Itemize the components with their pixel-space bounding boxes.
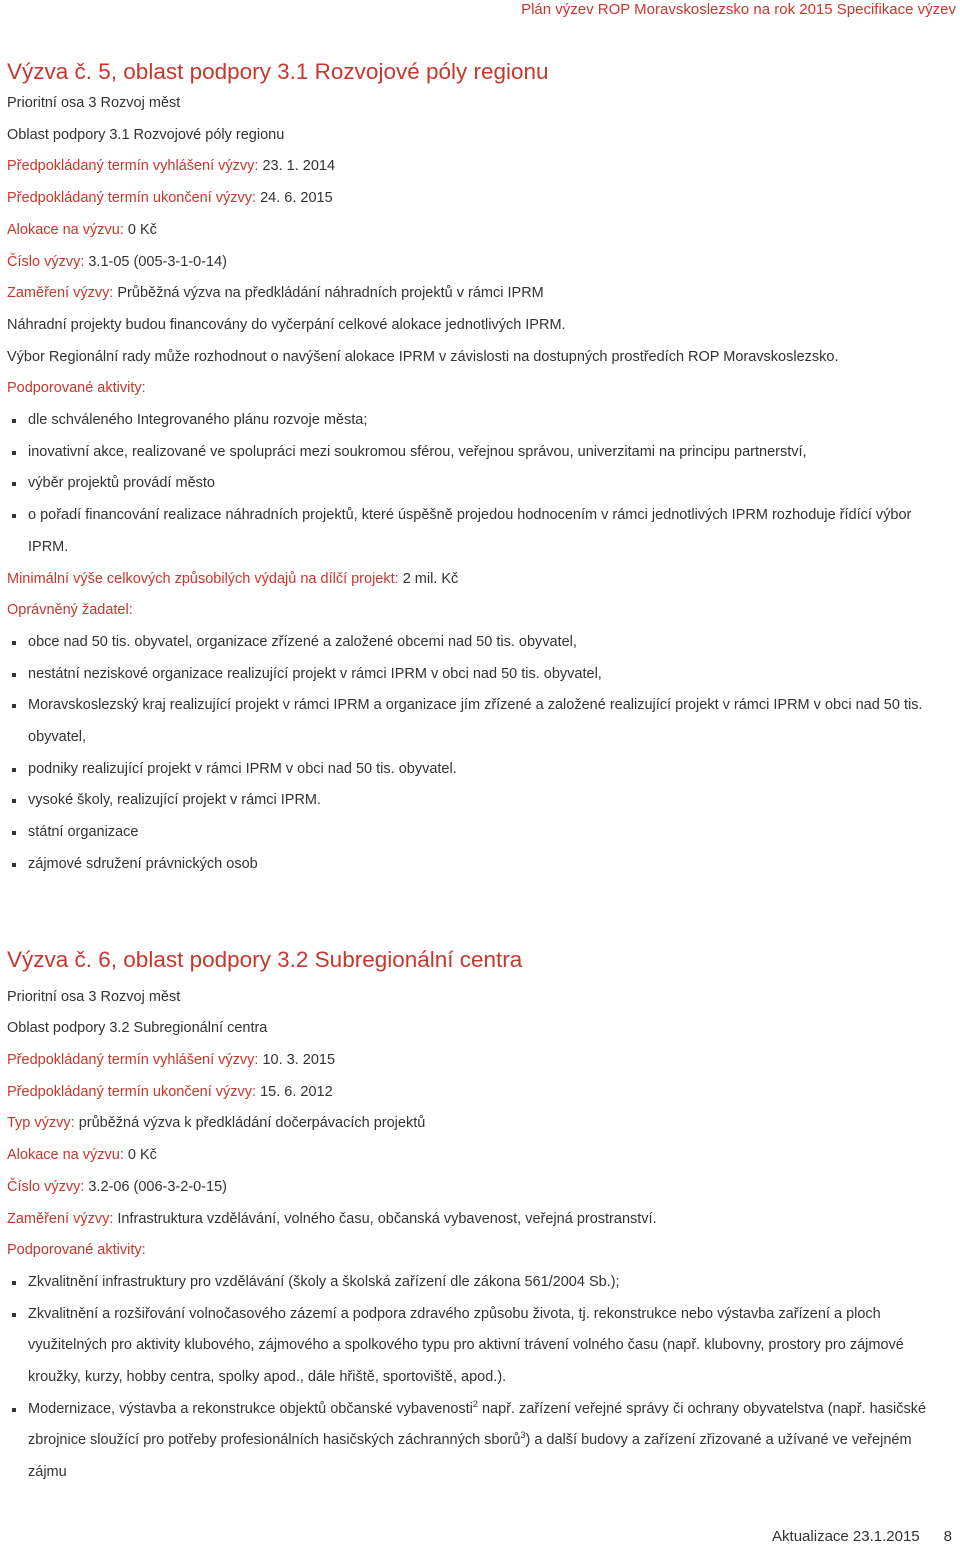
s1-allocation-value: 0 Kč <box>123 221 157 238</box>
list-item <box>7 627 952 659</box>
s1-announce-date <box>7 151 952 183</box>
s1-applicant-label: Oprávněný žadatel: <box>7 602 133 619</box>
list-item <box>7 1267 952 1299</box>
document-body <box>7 56 952 1489</box>
list-item <box>7 785 952 817</box>
bullet-icon <box>12 419 16 423</box>
s1-activities-label: Podporované aktivity: <box>7 380 146 397</box>
s2-call-type <box>7 1108 952 1140</box>
s2-support-area: Oblast podpory 3.2 Subregionální centra <box>7 1020 268 1037</box>
list-item-text: o pořadí financování realizace náhradních projektů, které úspěšně projedou hodnocením v rámci jednotlivých IPRM rozhoduje řídící výbor IPRM. <box>28 507 912 555</box>
s1-note-2: Výbor Regionální rady může rozhodnout o navýšení alokace IPRM v závislosti na dostupných prostředích ROP Moravskoslezsko. <box>7 348 839 365</box>
s1-min-expense <box>7 564 952 596</box>
section-divider <box>7 881 952 944</box>
list-item <box>7 849 952 881</box>
list-item <box>7 437 952 469</box>
s2-end-value: 15. 6. 2012 <box>256 1083 333 1100</box>
s2-activities-label: Podporované aktivity: <box>7 1242 146 1259</box>
s1-note-1: Náhradní projekty budou financovány do vyčerpání celkové alokace jednotlivých IPRM. <box>7 316 566 333</box>
s2-end-label: Předpokládaný termín ukončení výzvy: <box>7 1083 257 1100</box>
s1-allocation-label: Alokace na výzvu: <box>7 221 124 238</box>
s2-allocation <box>7 1140 952 1172</box>
footnote-ref: 3 <box>520 1430 526 1441</box>
s1-min-label: Minimální výše celkových způsobilých výdajů na dílčí projekt: <box>7 570 399 587</box>
s2-activities-list <box>7 1267 952 1489</box>
page-header: Plán výzev ROP Moravskoslezsko na rok 2015 Specifikace výzev <box>521 1 956 18</box>
s2-allocation-value: 0 Kč <box>123 1147 157 1164</box>
bullet-icon <box>12 1313 16 1317</box>
footnote-ref: 2 <box>472 1398 478 1409</box>
list-item-text: např. zařízení veřejné správy či ochrany obyvatelstva (např. hasičské zbrojnice sloužící pro potřeby profesionálních hasičských záchranných sborů <box>28 1400 927 1449</box>
s1-end-date <box>7 183 952 215</box>
s1-allocation <box>7 215 952 247</box>
list-item <box>7 659 952 691</box>
s2-announce-label: Předpokládaný termín vyhlášení výzvy: <box>7 1051 259 1068</box>
update-date: Aktualizace 23.1.2015 <box>772 1528 920 1545</box>
list-item <box>7 754 952 786</box>
list-item-text: nestátní neziskové organizace realizující projekt v rámci IPRM v obci nad 50 tis. obyvatel, <box>28 665 602 682</box>
list-item-text: státní organizace <box>28 824 139 841</box>
list-item <box>7 468 952 500</box>
list-item <box>7 690 952 753</box>
section2-heading: Výzva č. 6, oblast podpory 3.2 Subregionální centra <box>7 946 523 972</box>
bullet-icon <box>12 704 16 708</box>
s2-type-label: Typ výzvy: <box>7 1115 75 1132</box>
s1-number-value: 3.1-05 (005-3-1-0-14) <box>84 253 228 270</box>
list-item-text: Zkvalitnění infrastruktury pro vzdělávání (školy a školská zařízení dle zákona 561/2004 Sb.); <box>28 1273 620 1290</box>
bullet-icon <box>12 482 16 486</box>
s1-activities-list <box>7 405 952 564</box>
bullet-icon <box>12 673 16 677</box>
s2-focus-value: Infrastruktura vzdělávání, volného času, občanská vybavenost, veřejná prostranství. <box>113 1210 657 1227</box>
s1-min-value: 2 mil. Kč <box>398 570 459 587</box>
list-item-text: inovativní akce, realizované ve spolupráci mezi soukromou sférou, veřejnou správou, univerzitami na principu partnerství, <box>28 443 807 460</box>
s1-end-value: 24. 6. 2015 <box>256 190 333 207</box>
s1-number-label: Číslo výzvy: <box>7 253 85 270</box>
s1-focus <box>7 278 952 310</box>
s2-focus-label: Zaměření výzvy: <box>7 1210 114 1227</box>
s1-priority-axis: Prioritní osa 3 Rozvoj měst <box>7 95 181 111</box>
s2-number-label: Číslo výzvy: <box>7 1178 85 1195</box>
list-item <box>7 405 952 437</box>
bullet-icon <box>12 863 16 867</box>
s1-support-area: Oblast podpory 3.1 Rozvojové póly regionu <box>7 126 285 143</box>
list-item <box>7 500 952 563</box>
list-item-text: Zkvalitnění a rozšiřování volnočasového zázemí a podpora zdravého způsobu života, tj. rekonstrukce nebo výstavba zařízení a ploch využitelných pro aktivity klubového, zájmového a spolkového typu pro aktivní trávení volného času (např. klubovny, prostory pro zájmové kroužky, kurzy, hobby centra, spolky apod., dále hřiště, sportoviště, apod.). <box>28 1305 904 1386</box>
list-item <box>7 1299 952 1394</box>
page-footer <box>772 1528 952 1545</box>
bullet-icon <box>12 451 16 455</box>
s2-end-date <box>7 1077 952 1109</box>
s2-priority-axis: Prioritní osa 3 Rozvoj měst <box>7 988 181 1005</box>
s2-call-number <box>7 1172 952 1204</box>
bullet-icon <box>12 1408 16 1412</box>
list-item-text: obce nad 50 tis. obyvatel, organizace zřízené a založené obcemi nad 50 tis. obyvatel, <box>28 633 577 650</box>
bullet-icon <box>12 768 16 772</box>
bullet-icon <box>12 514 16 518</box>
bullet-icon <box>12 831 16 835</box>
list-item-text: dle schváleného Integrovaného plánu rozvoje města; <box>28 412 368 429</box>
s2-announce-value: 10. 3. 2015 <box>258 1051 336 1068</box>
s1-focus-value: Průběžná výzva na předkládání náhradních projektů v rámci IPRM <box>113 285 544 302</box>
list-item-text: ) a další budovy a zařízení zřizované a užívané ve veřejném zájmu <box>28 1432 912 1481</box>
bullet-icon <box>12 641 16 645</box>
s2-number-value: 3.2-06 (006-3-2-0-15) <box>84 1178 228 1195</box>
bullet-icon <box>12 1281 16 1285</box>
list-item-text: vysoké školy, realizující projekt v rámci IPRM. <box>28 792 322 809</box>
list-item-text: Modernizace, výstavba a rekonstrukce objektů občanské vybavenosti <box>28 1400 473 1417</box>
list-item-text: výběr projektů provádí město <box>28 475 215 492</box>
bullet-icon <box>12 799 16 803</box>
s1-announce-label: Předpokládaný termín vyhlášení výzvy: <box>7 158 259 175</box>
list-item-text: Moravskoslezský kraj realizující projekt v rámci IPRM a organizace jím zřízené a založené realizující projekt v rámci IPRM v obci nad 50 tis. obyvatel, <box>28 697 923 746</box>
s2-focus <box>7 1204 952 1236</box>
page-number: 8 <box>943 1528 952 1545</box>
s1-end-label: Předpokládaný termín ukončení výzvy: <box>7 190 257 207</box>
s1-applicants-list <box>7 627 952 881</box>
s1-focus-label: Zaměření výzvy: <box>7 285 114 302</box>
list-item-text: podniky realizující projekt v rámci IPRM v obci nad 50 tis. obyvatel. <box>28 760 457 777</box>
list-item <box>7 817 952 849</box>
s2-type-value: průběžná výzva k předkládání dočerpávacích projektů <box>74 1115 426 1132</box>
s1-call-number <box>7 247 952 279</box>
list-item <box>7 1394 952 1489</box>
s2-announce-date <box>7 1045 952 1077</box>
list-item-text: zájmové sdružení právnických osob <box>28 855 258 872</box>
s1-announce-value: 23. 1. 2014 <box>258 158 336 175</box>
section1-heading: Výzva č. 5, oblast podpory 3.1 Rozvojové póly regionu <box>7 59 549 84</box>
s2-allocation-label: Alokace na výzvu: <box>7 1147 124 1164</box>
